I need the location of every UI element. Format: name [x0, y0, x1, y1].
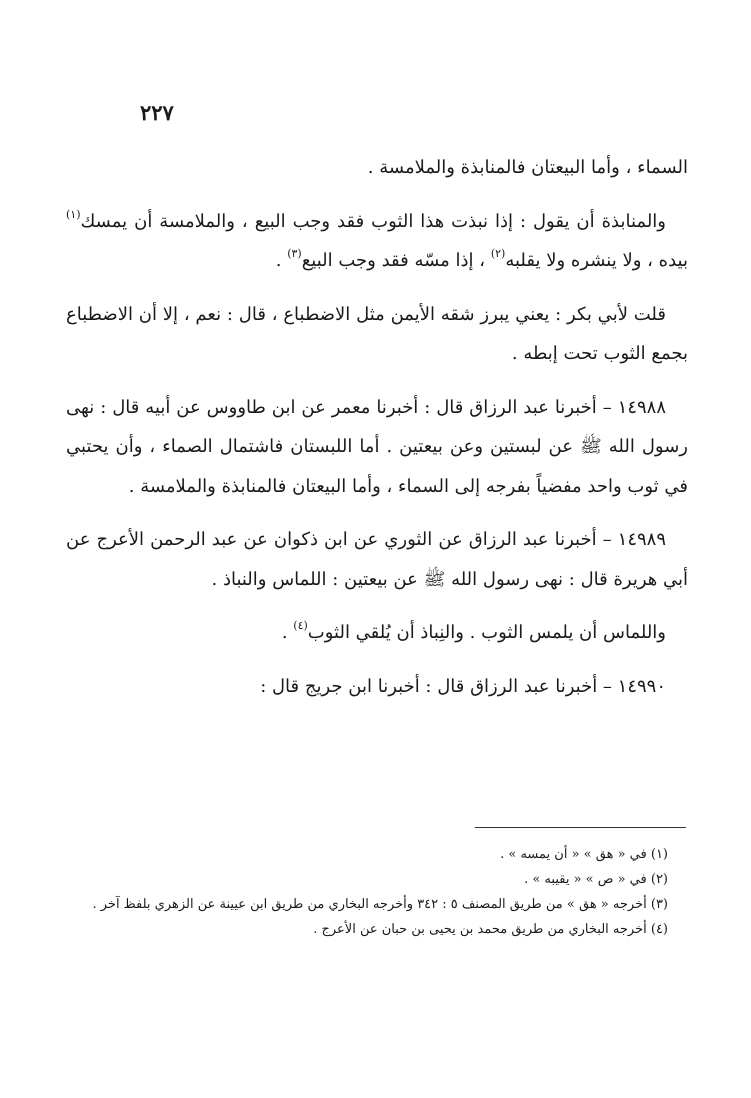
text-run: ١٤٩٨٩ – أخبرنا عبد الرزاق عن الثوري عن ابن ذكوان عن عبد الرحمن الأعرج عن أبي هريرة قال : نهى رسول الله ﷺ عن بيعتين : اللماس والنباذ .: [66, 529, 688, 590]
hadith-14990: [66, 667, 688, 707]
hadith-14989: [66, 520, 688, 599]
text-run: واللماس أن يلمس الثوب . والنِباذ أن يُلقي الثوب: [307, 622, 666, 643]
footnote: (١) في « هق » « أن يمسه » .: [500, 847, 668, 862]
text-run: ، إذا مسّه فقد وجب البيع: [301, 250, 491, 271]
paragraph: [66, 202, 688, 281]
footnote: (٣) أخرجه « هق » من طريق المصنف ٥ : ٣٤٢ وأخرجه البخاري من طريق ابن عيينة عن الزهري بلفظ آخر .: [92, 897, 668, 912]
footnote-ref: (٤): [293, 619, 308, 632]
paragraph: [66, 613, 688, 653]
footnotes: [66, 842, 690, 942]
footnote-ref: (٢): [490, 247, 506, 260]
text-run: قلت لأبي بكر : يعني يبرز شقه الأيمن مثل الاضطباع ، قال : نعم ، إلا أن الاضطباع بجمع الثوب تحت إبطه .: [66, 303, 688, 364]
text-run: ١٤٩٩٠ – أخبرنا عبد الرزاق قال : أخبرنا ابن جريج قال :: [260, 675, 666, 697]
footnote-ref: (١): [66, 207, 81, 221]
text-run: بيده ، ولا ينشره ولا يقلبه: [505, 250, 688, 271]
text-run: .: [275, 250, 288, 271]
footnote-divider: [475, 827, 686, 828]
text-run: ١٤٩٨٨ – أخبرنا عبد الرزاق قال : أخبرنا معمر عن ابن طاووس عن أبيه قال : نهى رسول الله ﷺ عن لبستين وعن بيعتين . أما اللبستان فاشتمال الصماء ، وأن يحتبي في ثوب واحد مفضياً بفرجه إلى السماء ، وأما البيعتان فالمنابذة والملامسة .: [66, 396, 688, 497]
footnote-ref: (٣): [287, 247, 302, 260]
page-number: ٢٢٧: [140, 100, 174, 125]
hadith-14988: [66, 388, 688, 507]
paragraph: [66, 295, 688, 374]
footnote: (٤) أخرجه البخاري من طريق محمد بن يحيى بن حبان عن الأعرج .: [313, 922, 668, 937]
paragraph: [66, 148, 688, 188]
text-run: .: [281, 622, 294, 643]
footnote: (٢) في « ص » « يقيبه » .: [524, 872, 668, 887]
text-run: السماء ، وأما البيعتان فالمنابذة والملامسة .: [367, 157, 688, 178]
main-text: [66, 148, 688, 720]
text-run: والمنابذة أن يقول : إذا نبذت هذا الثوب فقد وجب البيع ، والملامسة أن يمسك: [80, 210, 666, 232]
